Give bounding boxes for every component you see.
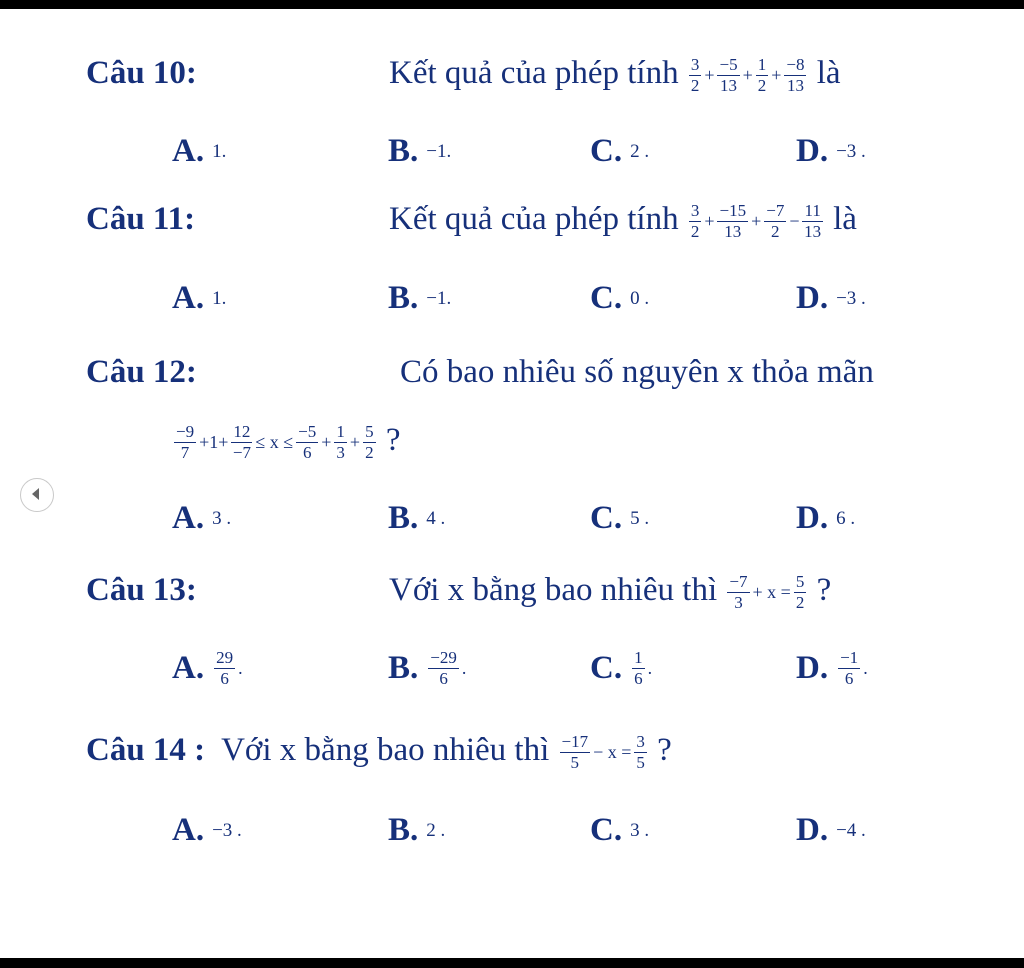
option-b[interactable]: B. −1. (388, 133, 452, 169)
question-stem: Với x bằng bao nhiêu thì (389, 572, 718, 608)
fraction: $\frac{-7}{3}$ (729, 571, 748, 612)
fraction: $\frac{-9}{7}$ (176, 421, 195, 462)
question-text (389, 199, 857, 242)
option-a[interactable]: A. −3 . (172, 812, 242, 848)
fraction: $\frac{-15}{13}$ (719, 200, 747, 241)
top-border (0, 0, 1024, 9)
math-expression: $\frac{-17}{5}$ − x = $\frac{3}{5}$ (561, 731, 645, 772)
option-a[interactable]: A. 1. (172, 133, 227, 169)
option-c[interactable]: C. 2 . (590, 133, 650, 169)
fraction: $\frac{3}{2}$ (690, 54, 700, 95)
fraction: $\frac{1}{2}$ (757, 54, 767, 95)
option-a[interactable]: A. 1. (172, 280, 227, 316)
option-c[interactable]: C. 3 . (590, 812, 650, 848)
math-expression: $\frac{3}{2}$ + $\frac{-5}{13}$ + $\frac{1}{2}$ + $\frac{-8}{13}$ (690, 54, 805, 95)
question-suffix: ? (657, 732, 672, 768)
question-suffix: ? (385, 422, 401, 458)
option-c[interactable]: C. $\frac{1}{6}$ . (590, 648, 653, 688)
chevron-left-icon (28, 486, 44, 502)
option-d[interactable]: D. −3 . (796, 280, 866, 316)
fraction: $\frac{-7}{2}$ (766, 200, 785, 241)
option-c[interactable]: C. 5 . (590, 500, 650, 536)
fraction: $\frac{5}{2}$ (795, 571, 805, 612)
question-text (389, 570, 831, 613)
question-stem: Có bao nhiêu số nguyên x thỏa mãn (400, 354, 874, 390)
fraction: $\frac{1}{3}$ (336, 421, 345, 462)
question-suffix: ? (816, 572, 832, 608)
question-stem: Với x bằng bao nhiêu thì (221, 732, 550, 768)
question-suffix: là (833, 201, 857, 237)
fraction: $\frac{3}{5}$ (636, 731, 645, 772)
math-expression: $\frac{3}{2}$ + $\frac{-15}{13}$ + $\frac{-7}{2}$ − $\frac{11}{13}$ (690, 200, 822, 241)
option-a[interactable]: A. $\frac{29}{6}$ . (172, 648, 243, 688)
fraction: $\frac{5}{2}$ (365, 421, 374, 462)
fraction: $\frac{3}{2}$ (690, 200, 700, 241)
option-d[interactable]: D. −4 . (796, 812, 866, 848)
scroll-left-button[interactable] (20, 478, 54, 512)
math-expression: $\frac{-9}{7}$ +1+ $\frac{12}{-7}$ ≤ x ≤ $\frac{-5}{6}$ + $\frac{1}{3}$ + $\frac{5}{2}$ (176, 421, 374, 462)
option-b[interactable]: B. $\frac{-29}{6}$ . (388, 648, 467, 688)
question-stem: Kết quả của phép tính (389, 55, 679, 91)
option-d[interactable]: D. $\frac{-1}{6}$ . (796, 648, 868, 688)
fraction: $\frac{-5}{6}$ (298, 421, 317, 462)
fraction: $\frac{-17}{5}$ (561, 731, 589, 772)
question-suffix: là (816, 55, 841, 91)
option-a[interactable]: A. 3 . (172, 500, 232, 536)
question-label: Câu 12: (86, 354, 197, 390)
question-label: Câu 11: (86, 201, 196, 237)
question-stem: Kết quả của phép tính (389, 201, 679, 237)
bottom-border (0, 958, 1024, 968)
option-b[interactable]: B. −1. (388, 280, 452, 316)
question-label: Câu 13: (86, 572, 197, 608)
fraction: $\frac{-8}{13}$ (786, 54, 805, 95)
math-expression: $\frac{-7}{3}$ + x = $\frac{5}{2}$ (729, 571, 805, 612)
fraction: $\frac{12}{-7}$ (232, 421, 251, 462)
option-b[interactable]: B. 4 . (388, 500, 446, 536)
option-d[interactable]: D. 6 . (796, 500, 856, 536)
option-b[interactable]: B. 2 . (388, 812, 446, 848)
question-text-line2 (172, 420, 400, 463)
fraction: $\frac{11}{13}$ (804, 200, 822, 241)
fraction: $\frac{-5}{13}$ (719, 54, 738, 95)
question-text (389, 53, 841, 96)
question-text (86, 730, 672, 773)
option-c[interactable]: C. 0 . (590, 280, 650, 316)
question-label: Câu 14 : (86, 732, 206, 768)
question-label: Câu 10: (86, 55, 197, 91)
option-d[interactable]: D. −3 . (796, 133, 866, 169)
